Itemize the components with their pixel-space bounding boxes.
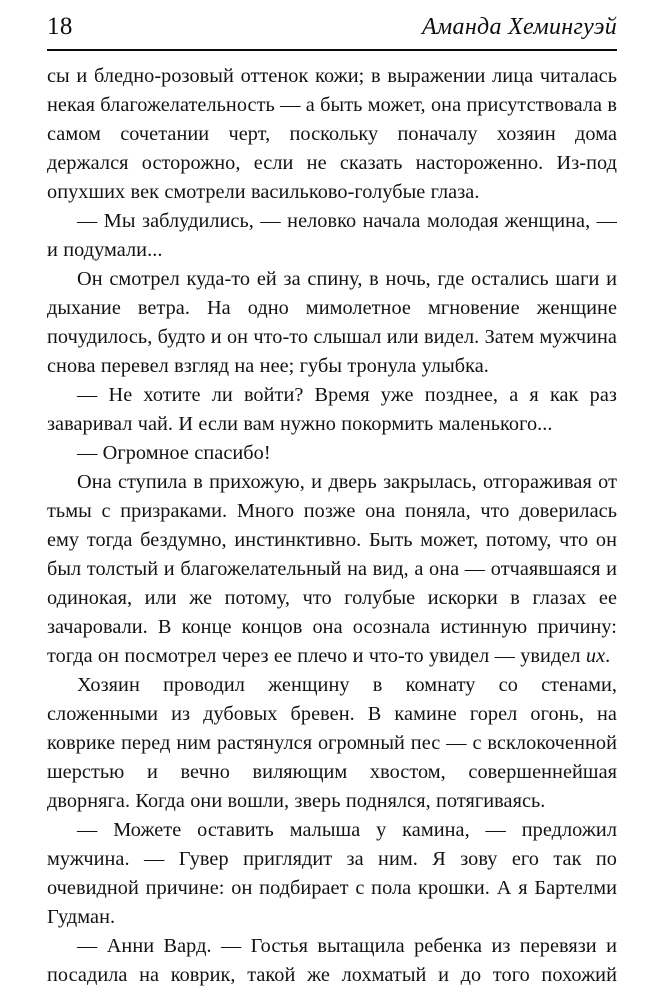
paragraph-narrative: Он смотрел куда-то ей за спину, в ночь, где остались шаги и дыхание ветра. На одно мимолетное мгновение женщине почудилось, будто и он что-то слышал или видел. Затем мужчина снова перевел взгляд на нее; губы тронула улыбка. — [47, 268, 617, 377]
running-head — [47, 14, 617, 44]
body-text-block — [47, 62, 617, 1000]
paragraph-continuation: сы и бледно-розовый оттенок кожи; в выражении лица читалась некая благожелательность — а быть может, она присутствовала в самом сочетании черт, поскольку поначалу хозяин дома держался осторожно, если не сказать настороженно. Из-под опухших век смотрели васильково-голубые глаза. — [47, 65, 617, 203]
paragraph-dialogue: — Огромное спасибо! — [77, 442, 271, 464]
paragraph-dialogue: — Мы заблудились, — неловко начала молодая женщина, — и подумали... — [47, 210, 617, 261]
paragraph-dialogue: — Не хотите ли войти? Время уже позднее, а я как раз заваривал чай. И если вам нужно покормить маленького... — [47, 384, 617, 435]
paragraph-dialogue: — Можете оставить малыша у камина, — предложил мужчина. — Гувер приглядит за ним. Я зову его так по очевидной причине: он подбирает с пола крошки. А я Бартелми Гудман. — [47, 819, 617, 928]
running-head-author: Аманда Хемингуэй — [421, 14, 617, 40]
paragraph-narrative — [47, 468, 617, 671]
paragraph-dialogue-last: — Анни Вард. — Гостья вытащила ребенка из перевязи и посадила на коврик, такой же лохматый и до того похожий — [47, 935, 617, 986]
emphasized-word: их — [585, 645, 606, 667]
paragraph-text-tail: . — [605, 645, 611, 667]
page-number: 18 — [47, 13, 73, 40]
running-head-rule — [47, 49, 617, 51]
paragraph-text-lead: Она ступила в прихожую, и дверь закрылась, отгораживая от тьмы с призраками. Много позже она поняла, что доверилась ему тогда бездумно, инстинктивно. Быть может, потому, что он был толстый и благожелательный на вид, а она — отчаявшаяся и одинокая, или же потому, что голубые искорки в глазах ее зачаровали. В конце концов она осознала истинную причину: тогда он посмотрел через ее плечо и что-то увидел — увидел — [47, 471, 617, 667]
paragraph-narrative: Хозяин проводил женщину в комнату со стенами, сложенными из дубовых бревен. В камине горел огонь, на коврике перед ним растянулся огромный пес — с всклокоченной шерстью и вечно виляющим хвостом, совершеннейшая дворняга. Когда они вошли, зверь поднялся, потягиваясь. — [47, 674, 617, 812]
